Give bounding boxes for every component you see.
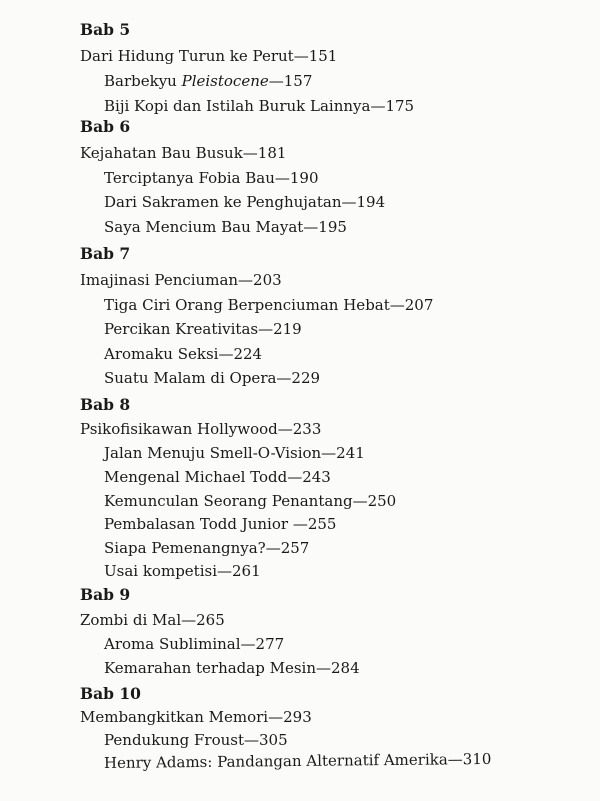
toc-subentry-italic: Pleistocene bbox=[181, 72, 269, 90]
toc-subentry: Usai kompetisi—261 bbox=[104, 562, 261, 580]
toc-subentry bbox=[104, 71, 312, 91]
toc-subentry: Henry Adams: Pandangan Alternatif Amerika—310 bbox=[103, 749, 492, 772]
toc-subentry: Percikan Kreativitas—219 bbox=[104, 320, 302, 338]
toc-subentry: Suatu Malam di Opera—229 bbox=[104, 369, 321, 387]
toc-entry: Zombi di Mal—265 bbox=[80, 611, 225, 629]
toc-subentry: Saya Mencium Bau Mayat—195 bbox=[104, 218, 347, 236]
toc-subentry: Jalan Menuju Smell-O-Vision—241 bbox=[104, 444, 365, 462]
toc-entry: Imajinasi Penciuman—203 bbox=[80, 271, 282, 289]
toc-subentry: Biji Kopi dan Istilah Buruk Lainnya—175 bbox=[104, 97, 415, 115]
toc-subentry: Mengenal Michael Todd—243 bbox=[104, 468, 331, 486]
toc-subentry: Dari Sakramen ke Penghujatan—194 bbox=[104, 193, 386, 211]
toc-subentry: Aromaku Seksi—224 bbox=[104, 345, 263, 363]
toc-subentry-text: Barbekyu bbox=[104, 72, 182, 90]
toc-subentry: Kemarahan terhadap Mesin—284 bbox=[104, 659, 360, 677]
toc-subentry: Siapa Pemenangnya?—257 bbox=[104, 539, 310, 557]
toc-subentry: Pendukung Froust—305 bbox=[104, 731, 288, 749]
chapter-heading: Bab 5 bbox=[80, 20, 131, 39]
toc-entry: Dari Hidung Turun ke Perut—151 bbox=[80, 47, 338, 65]
chapter-heading: Bab 10 bbox=[80, 684, 141, 703]
toc-subentry: Pembalasan Todd Junior —255 bbox=[104, 515, 337, 533]
toc-subentry: Aroma Subliminal—277 bbox=[104, 635, 285, 653]
toc-entry: Membangkitkan Memori—293 bbox=[80, 708, 312, 726]
chapter-heading: Bab 6 bbox=[80, 117, 131, 136]
toc-subentry: Tiga Ciri Orang Berpenciuman Hebat—207 bbox=[104, 296, 434, 314]
toc-subentry: Kemunculan Seorang Penantang—250 bbox=[104, 492, 397, 510]
toc-entry: Kejahatan Bau Busuk—181 bbox=[80, 144, 287, 162]
chapter-heading: Bab 8 bbox=[80, 395, 131, 414]
chapter-heading: Bab 7 bbox=[80, 244, 131, 263]
toc-subentry-page: —157 bbox=[268, 72, 313, 90]
toc-entry: Psikofisikawan Hollywood—233 bbox=[80, 420, 322, 438]
toc-subentry: Terciptanya Fobia Bau—190 bbox=[104, 169, 319, 187]
chapter-heading: Bab 9 bbox=[80, 585, 131, 604]
